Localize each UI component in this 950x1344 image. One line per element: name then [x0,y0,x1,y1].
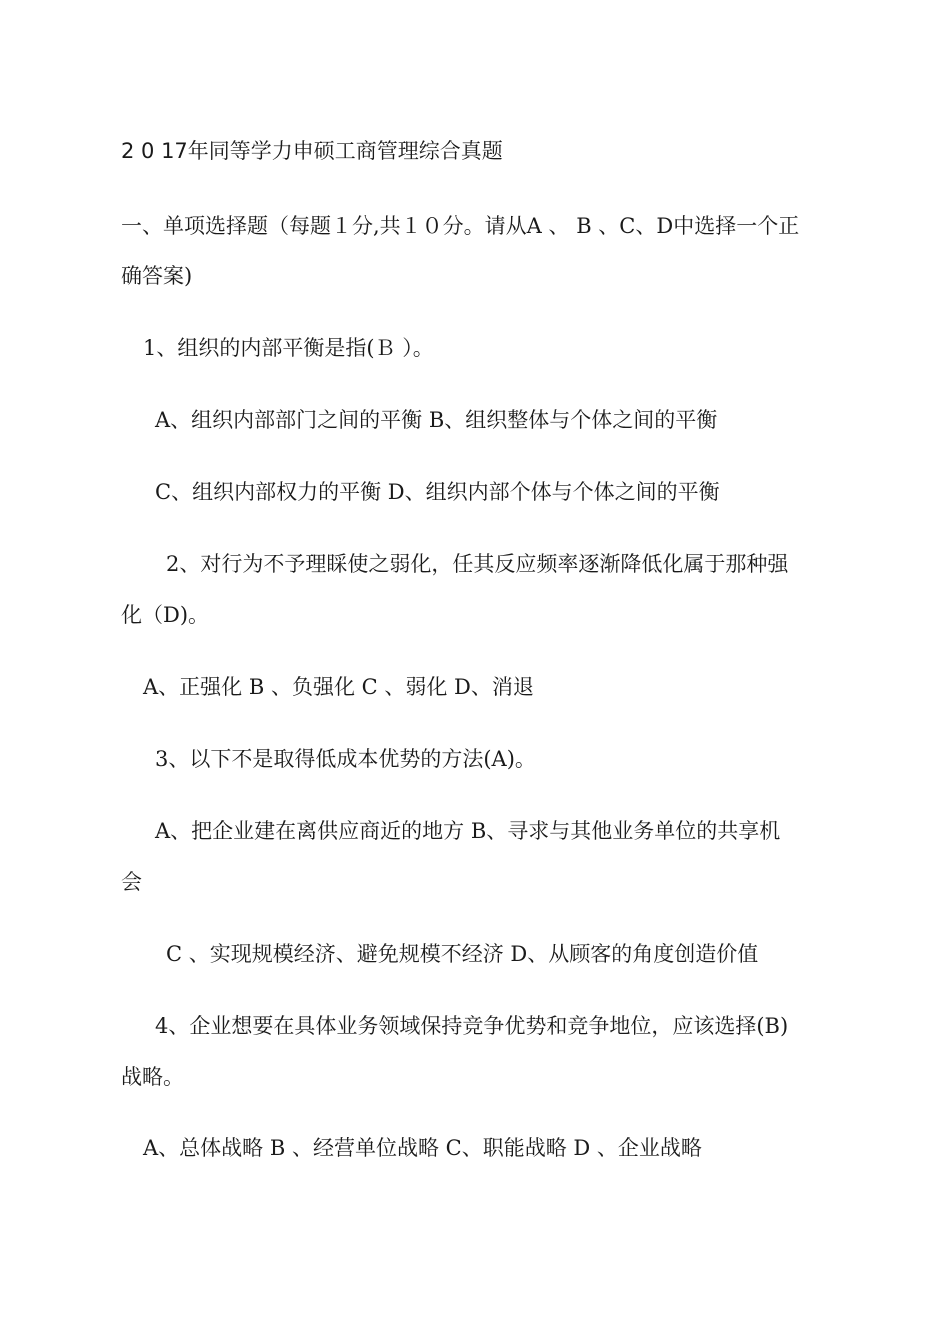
question-3-options-line-2: 会 [121,870,142,894]
question-2-stem-line-2: 化（D)。 [121,603,210,627]
question-4-stem-line-1: 4、企业想要在具体业务领域保持竞争优势和竞争地位，应该选择(B) [155,1014,789,1038]
section-heading-line-1: 一、单项选择题（每题１分,共１０分。请从A 、 B 、C、D中选择一个正 [121,214,800,238]
document-title: 2 0 17年同等学力申硕工商管理综合真题 [121,139,503,163]
question-1-options-line-2: C、组织内部权力的平衡 D、组织内部个体与个体之间的平衡 [155,480,720,504]
question-4-stem-line-2: 战略。 [121,1065,184,1089]
question-3-options-line-1: A、把企业建在离供应商近的地方 B、寻求与其他业务单位的共享机 [155,819,781,843]
question-3-stem: 3、以下不是取得低成本优势的方法(A)。 [155,747,536,771]
question-2-stem-line-1: 2、对行为不予理睬使之弱化，任其反应频率逐渐降低化属于那种强 [166,552,789,576]
question-2-options: A、正强化 B 、负强化 C 、弱化 D、消退 [143,675,534,699]
section-heading-line-2: 确答案) [121,264,193,288]
question-4-options: A、总体战略 B 、经营单位战略 C、职能战略 D 、企业战略 [143,1136,702,1160]
question-1-stem: 1、组织的内部平衡是指(Ｂ ）。 [143,336,434,360]
question-3-options-line-3: C 、实现规模经济、避免规模不经济 D、从顾客的角度创造价值 [166,942,759,966]
question-1-options-line-1: A、组织内部部门之间的平衡 B、组织整体与个体之间的平衡 [155,408,718,432]
